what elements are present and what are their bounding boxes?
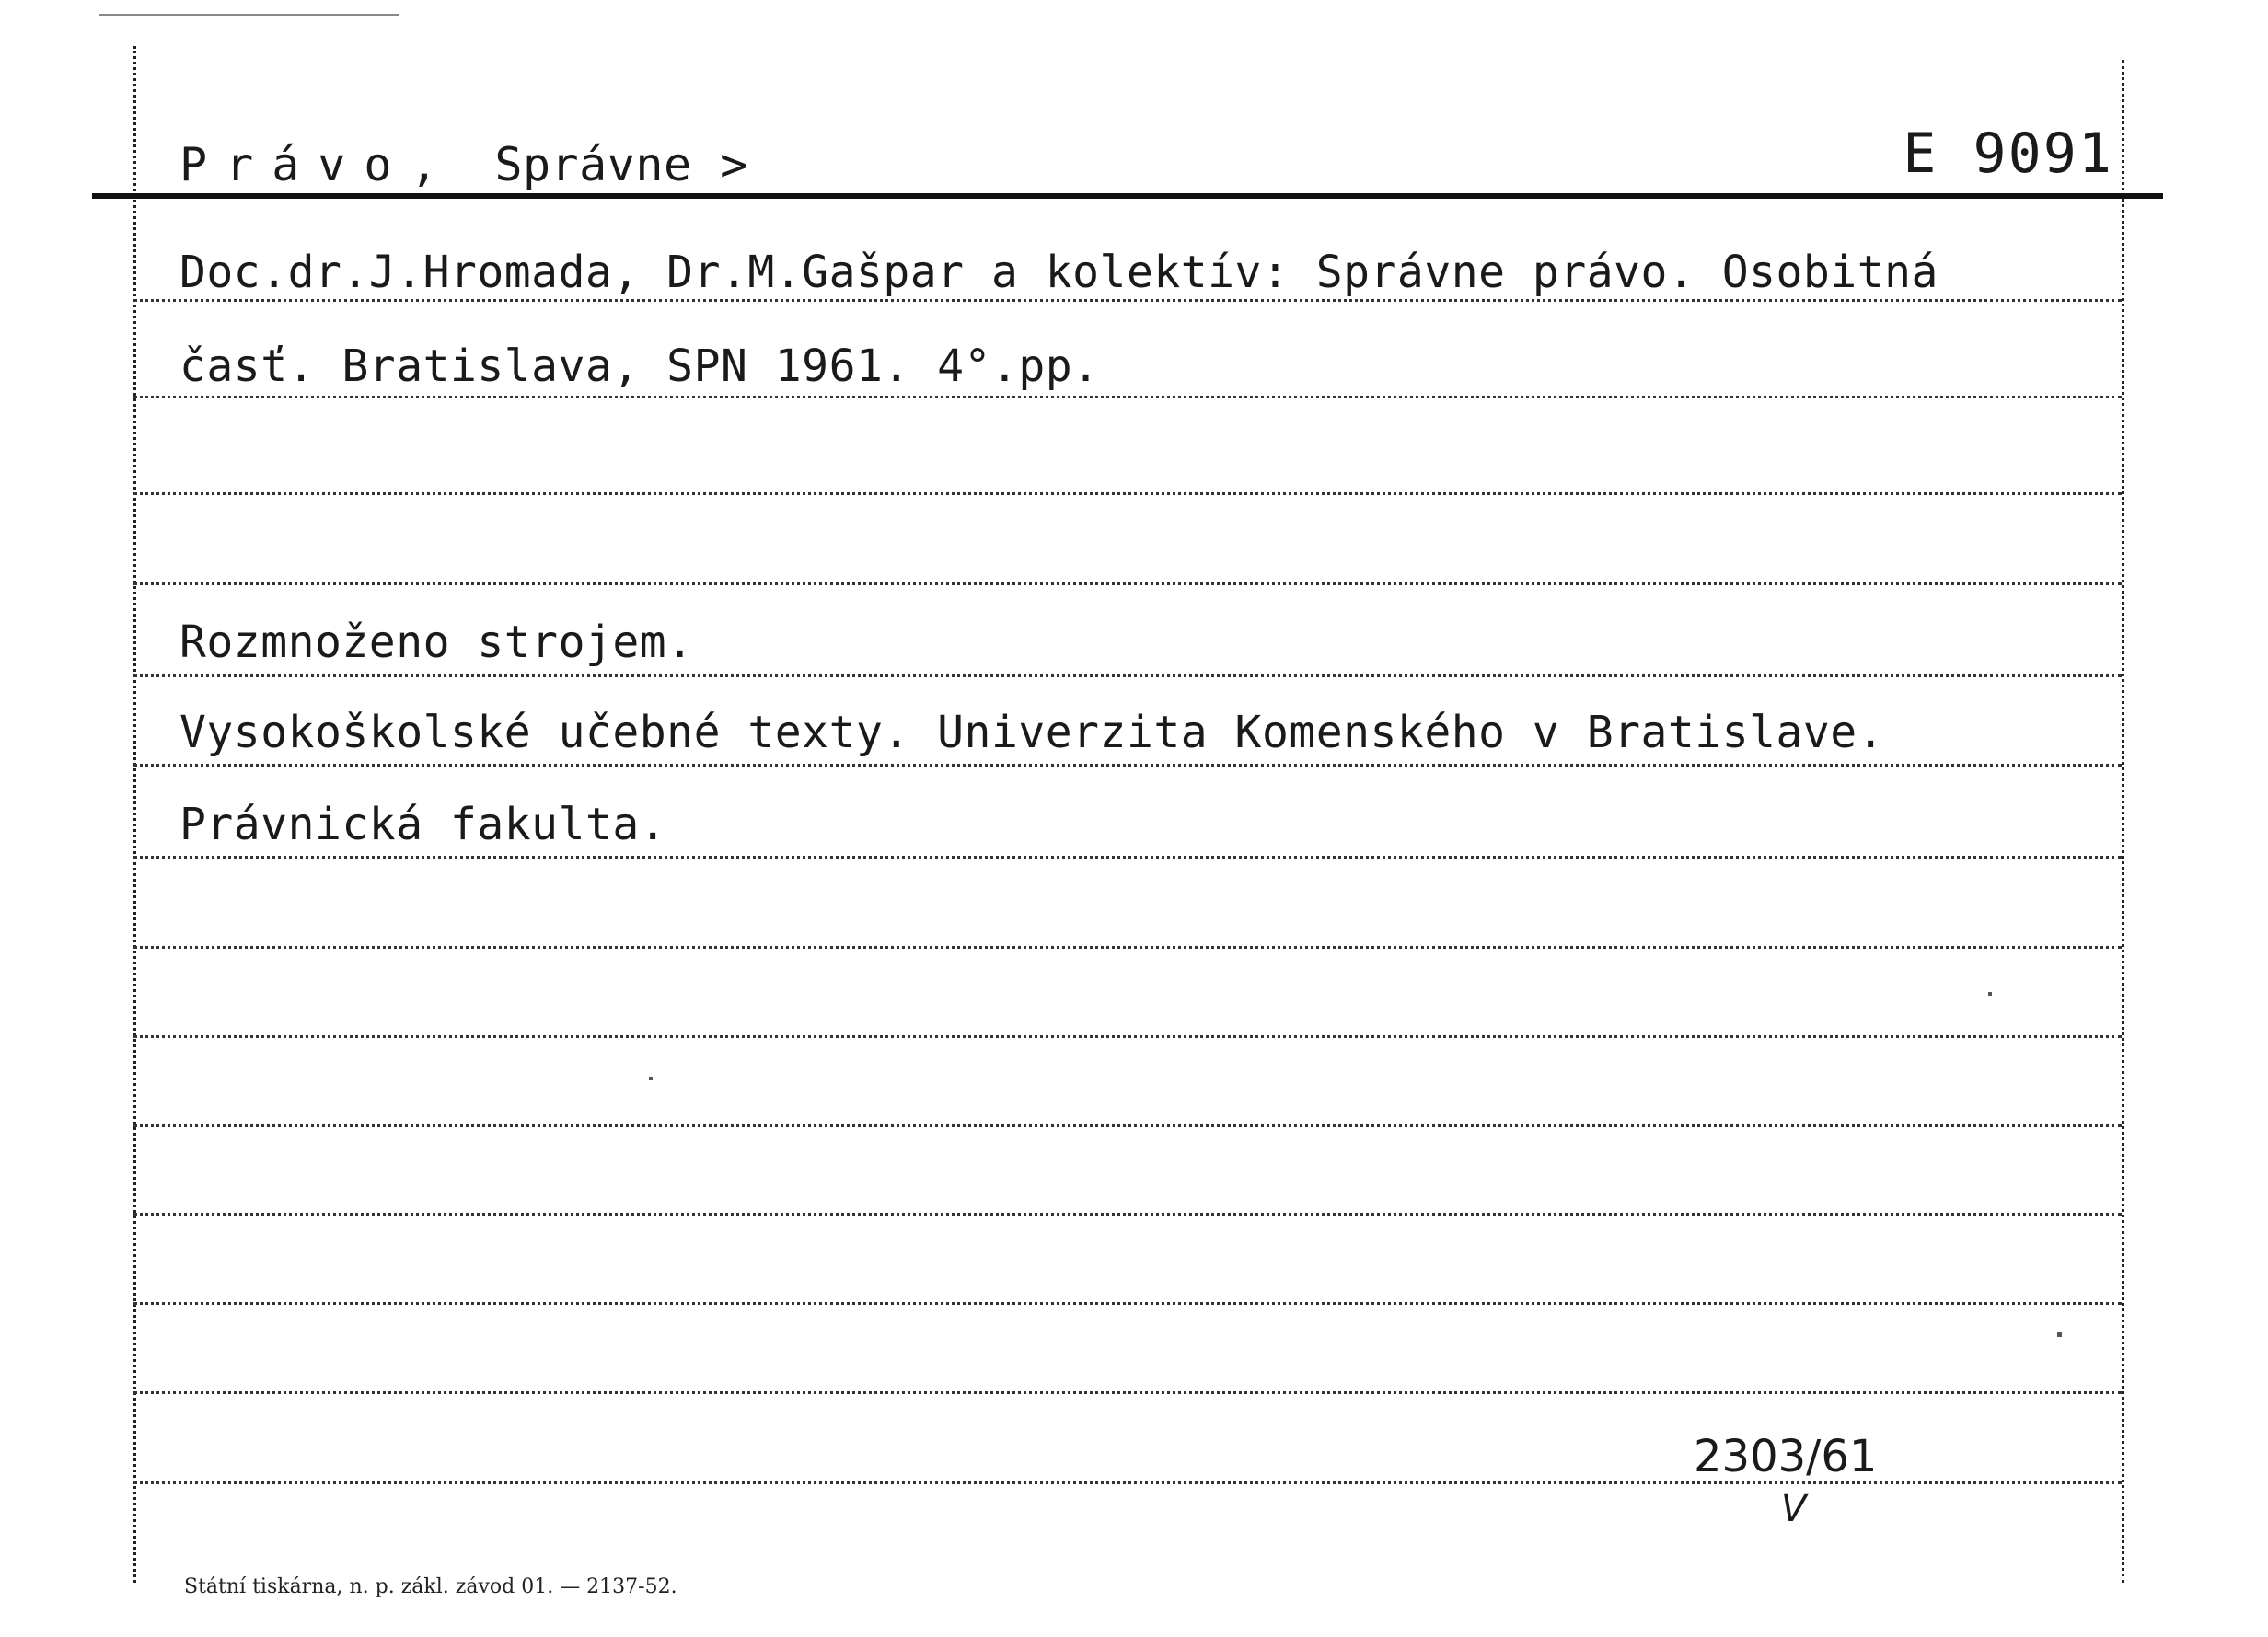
heading-mark: > bbox=[720, 138, 748, 191]
ruled-line bbox=[133, 764, 2122, 767]
ruled-line bbox=[133, 1391, 2122, 1394]
note-line-1: Rozmnoženo strojem. bbox=[179, 617, 694, 668]
entry-line-2: časť. Bratislava, SPN 1961. 4°.pp. bbox=[179, 340, 1100, 392]
ruled-line bbox=[133, 856, 2122, 859]
accession-number: 2303/61 bbox=[1694, 1431, 1878, 1482]
heading-subject: Správne bbox=[494, 138, 692, 191]
call-number: E 9091 bbox=[1903, 121, 2113, 186]
note-line-3: Právnická fakulta. bbox=[179, 799, 667, 850]
note-line-2: Vysokoškolské učebné texty. Univerzita Komenského v Bratislave. bbox=[179, 707, 1885, 758]
check-mark: V bbox=[1781, 1488, 1807, 1530]
subject-heading bbox=[179, 138, 748, 191]
right-margin-line bbox=[2122, 60, 2124, 1583]
ruled-line bbox=[133, 1213, 2122, 1216]
scan-speck bbox=[2057, 1332, 2062, 1337]
heading-rule bbox=[92, 193, 2163, 199]
entry-line-1: Doc.dr.J.Hromada, Dr.M.Gašpar a kolektív: Správne právo. Osobitná bbox=[179, 247, 1938, 298]
ruled-line bbox=[133, 674, 2122, 677]
heading-word: Právo bbox=[179, 138, 411, 191]
ruled-line bbox=[133, 946, 2122, 949]
ruled-line bbox=[133, 1124, 2122, 1127]
left-margin-line bbox=[133, 46, 136, 1583]
ruled-line bbox=[133, 1302, 2122, 1305]
ruled-line bbox=[133, 492, 2122, 495]
printer-imprint: Státní tiskárna, n. p. zákl. závod 01. — 2137-52. bbox=[184, 1575, 677, 1598]
ruled-line bbox=[133, 396, 2122, 398]
heading-separator: , bbox=[410, 138, 439, 191]
ruled-line bbox=[133, 582, 2122, 585]
scan-speck bbox=[649, 1077, 653, 1080]
top-edge-stub bbox=[99, 14, 399, 16]
ruled-line bbox=[133, 299, 2122, 302]
ruled-line bbox=[133, 1035, 2122, 1038]
scan-speck bbox=[1988, 992, 1992, 996]
